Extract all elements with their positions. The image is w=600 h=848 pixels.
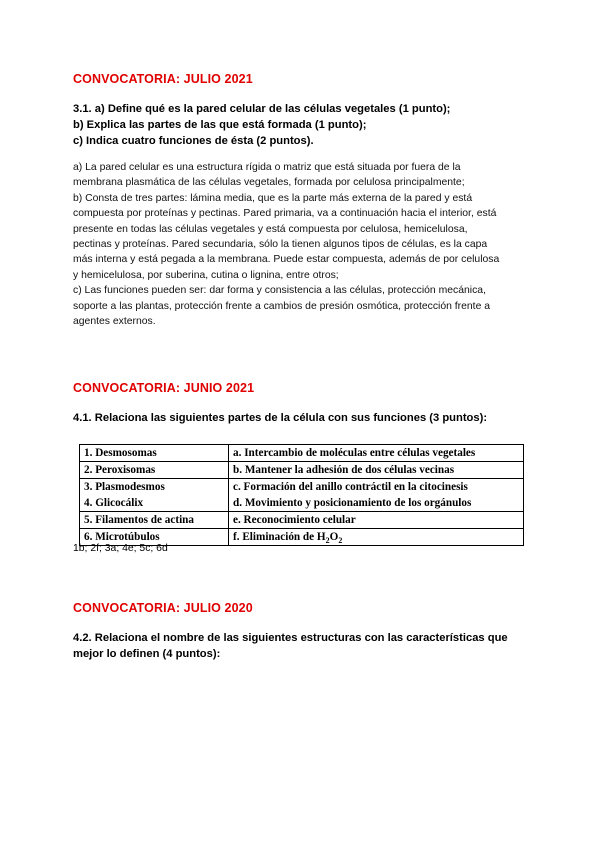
question-3-1 bbox=[73, 101, 543, 149]
table-row bbox=[80, 512, 524, 529]
table-row bbox=[80, 445, 524, 462]
question-line: 4.1. Relaciona las siguientes partes de la célula con sus funciones (3 puntos): bbox=[73, 412, 488, 424]
table-cell-function: b. Mantener la adhesión de dos células vecinas bbox=[229, 462, 524, 479]
matching-table bbox=[79, 444, 524, 546]
section-heading-julio-2020: CONVOCATORIA: JULIO 2020 bbox=[73, 601, 253, 615]
table-cell-part: 6. Microtúbulos bbox=[80, 529, 229, 546]
answer-line: más interna y está pegada a la membrana. Puede estar compuesta, además de por celulosa bbox=[73, 254, 500, 266]
table-cell-part: 5. Filamentos de actina bbox=[80, 512, 229, 529]
answer-line: presente en todas las células vegetales y está compuesta por celulosa, hemicelulosa, bbox=[73, 223, 468, 235]
table-cell-part: 1. Desmosomas bbox=[80, 445, 229, 462]
question-line: b) Explica las partes de las que está formada (1 punto); bbox=[73, 119, 367, 131]
answer-line: pectinas y proteínas. Pared secundaria, sólo la tienen algunos tipos de células, es la capa bbox=[73, 239, 488, 251]
table-cell-function: f. Eliminación de $H_2O_2$ bbox=[229, 529, 524, 546]
answer-line: soporte a las plantas, protección frente a cambios de presión osmótica, protección frente a bbox=[73, 300, 491, 312]
answer-line: a) La pared celular es una estructura rígida o matriz que está situada por fuera de la bbox=[73, 162, 461, 173]
answer-line: b) Consta de tres partes: lámina media, que es la parte más externa de la pared y está bbox=[73, 192, 473, 204]
answer-3-1 bbox=[73, 160, 541, 329]
answer-line: y hemicelulosa, por suberina, cutina o lignina, entre otros; bbox=[73, 269, 339, 281]
question-line: c) Indica cuatro funciones de ésta (2 puntos). bbox=[73, 135, 314, 147]
table-cell-function: c. Formación del anillo contráctil en la citocinesis d. Movimiento y posicionamiento de los orgánulos bbox=[229, 479, 524, 512]
answer-line: compuesta por proteínas y pectinas. Pared primaria, va a continuación hacia el interior, está bbox=[73, 208, 497, 220]
question-4-2 bbox=[73, 630, 543, 662]
table-cell-function: e. Reconocimiento celular bbox=[229, 512, 524, 529]
answer-line: agentes externos. bbox=[73, 316, 156, 328]
answer-line: membrana plasmática de las células vegetales, formada por celulosa principalmente; bbox=[73, 177, 465, 189]
question-line: mejor lo definen (4 puntos): bbox=[73, 648, 221, 660]
table-cell-part: 3. Plasmodesmos 4. Glicocálix bbox=[80, 479, 229, 512]
table-row bbox=[80, 462, 524, 479]
question-line: 4.2. Relaciona el nombre de las siguientes estructuras con las características que bbox=[73, 632, 508, 644]
table-cell-part: 2. Peroxisomas bbox=[80, 462, 229, 479]
table-row bbox=[80, 479, 524, 512]
answer-key: 1b; 2f; 3a; 4e; 5c; 6d bbox=[73, 543, 168, 554]
answer-line: c) Las funciones pueden ser: dar forma y consistencia a las células, protección mecánica, bbox=[73, 285, 486, 297]
section-heading-julio-2021: CONVOCATORIA: JULIO 2021 bbox=[73, 72, 253, 86]
table-cell-function: a. Intercambio de moléculas entre células vegetales bbox=[229, 445, 524, 462]
question-line: 3.1. a) Define qué es la pared celular de las células vegetales (1 punto); bbox=[73, 103, 451, 115]
section-heading-junio-2021: CONVOCATORIA: JUNIO 2021 bbox=[73, 381, 255, 395]
question-4-1 bbox=[73, 410, 543, 426]
